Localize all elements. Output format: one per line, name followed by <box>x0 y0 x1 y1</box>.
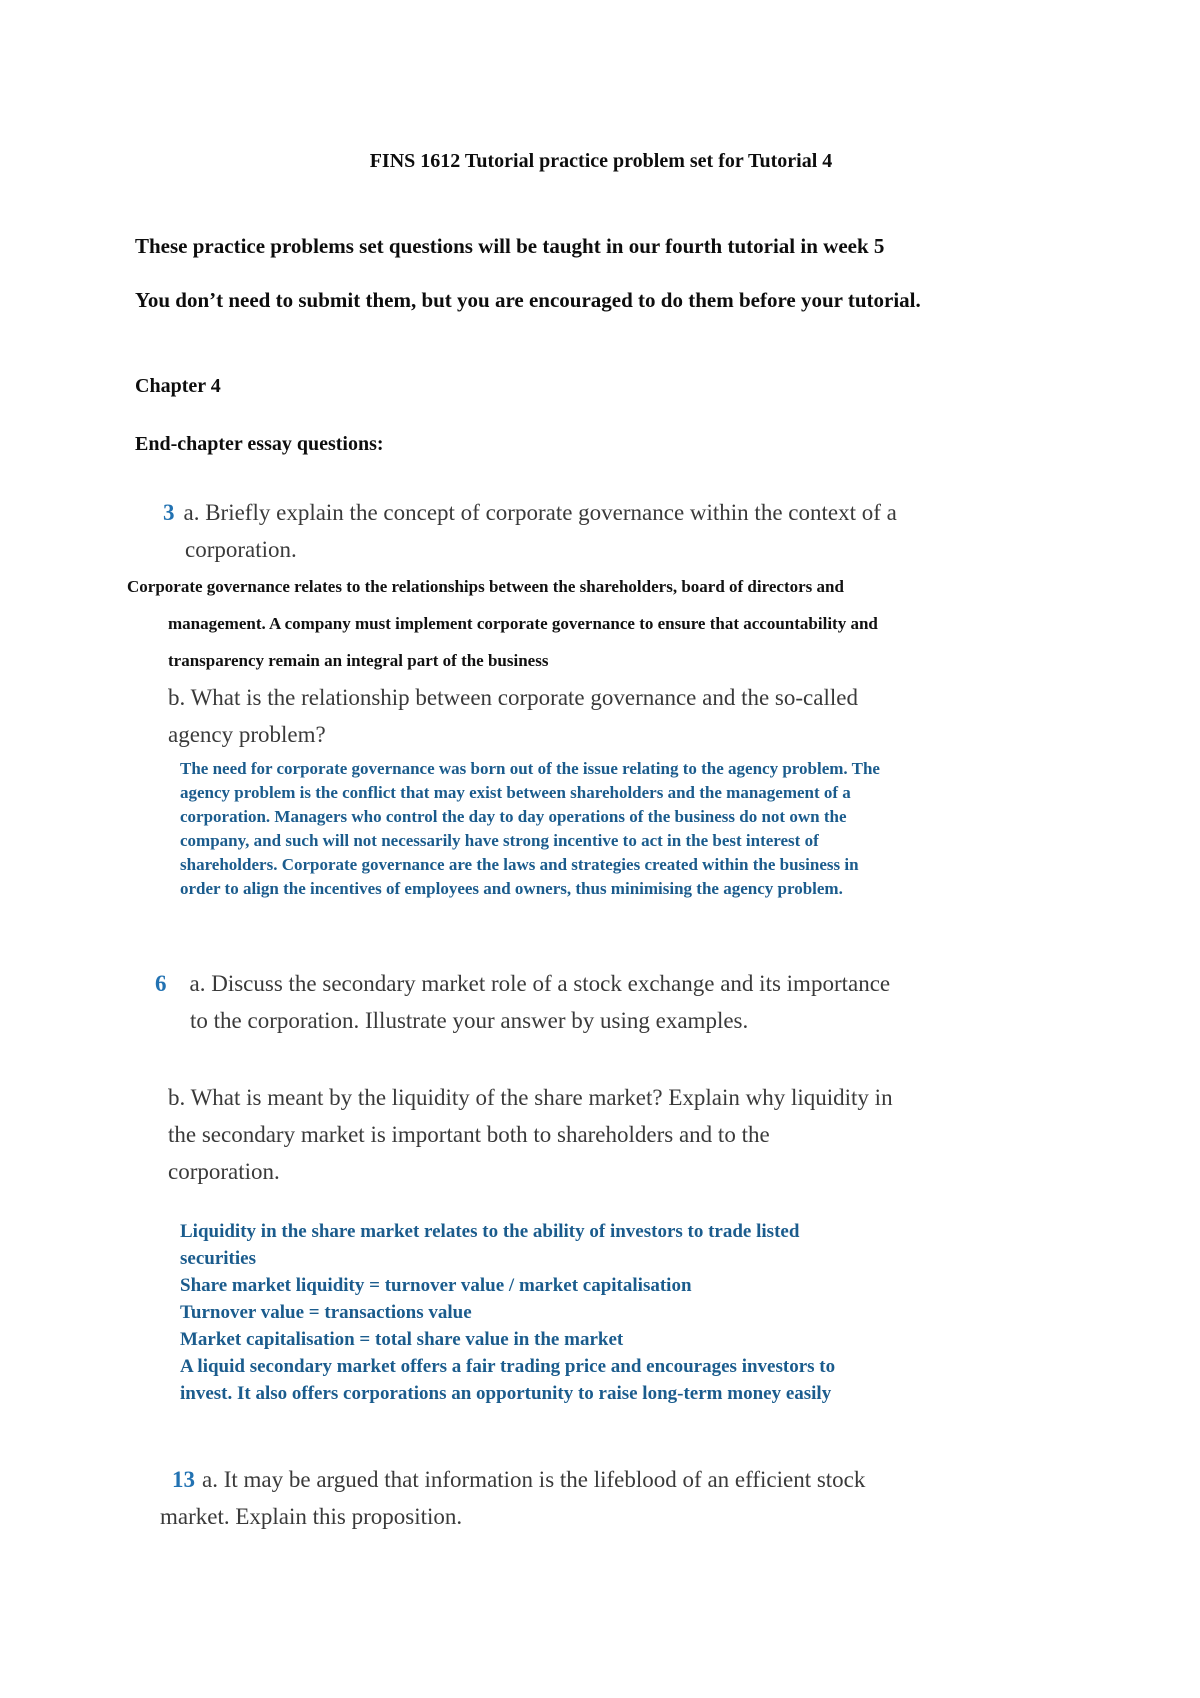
answer-3b-line-6: order to align the incentives of employees and owners, thus minimising the agency problem. <box>180 879 843 898</box>
question-3b <box>168 679 1067 753</box>
answer-3b-line-1: The need for corporate governance was born out of the issue relating to the agency problem. The <box>180 759 880 778</box>
answer-3a-line-2: management. A company must implement corporate governance to ensure that accountability and <box>168 614 878 633</box>
answer-3b-line-5: shareholders. Corporate governance are the laws and strategies created within the business in <box>180 855 859 874</box>
intro-paragraph-2: You don’t need to submit them, but you are encouraged to do them before your tutorial. <box>135 288 921 312</box>
question-13a-line-1 <box>172 1461 1067 1498</box>
answer-3b-line-2: agency problem is the conflict that may exist between shareholders and the management of a <box>180 783 851 802</box>
question-3-number: 3 <box>163 500 175 525</box>
answer-6b-line-2: securities <box>180 1248 256 1269</box>
answer-6b-line-1: Liquidity in the share market relates to the ability of investors to trade listed <box>180 1221 800 1242</box>
answer-3a-line-1: Corporate governance relates to the relationships between the shareholders, board of directors and <box>127 577 844 596</box>
question-6a <box>155 965 1067 1039</box>
question-6a-text-1: a. Discuss the secondary market role of a stock exchange and its importance <box>189 971 891 996</box>
page-title: FINS 1612 Tutorial practice problem set for Tutorial 4 <box>369 150 833 172</box>
answer-3b-line-4: company, and such will not necessarily have strong incentive to act in the best interest of <box>180 831 819 850</box>
question-3a-text-1: a. Briefly explain the concept of corporate governance within the context of a <box>183 500 897 525</box>
chapter-heading: Chapter 4 <box>135 375 221 397</box>
answer-6b-line-7: invest. It also offers corporations an opportunity to raise long-term money easily <box>180 1383 832 1404</box>
question-3a-line-1 <box>163 494 1067 531</box>
question-6-number: 6 <box>155 971 167 996</box>
question-13a-text-1: a. It may be argued that information is the lifeblood of an efficient stock <box>202 1467 866 1492</box>
question-3b-line-1: b. What is the relationship between corporate governance and the so-called <box>168 685 858 710</box>
question-6a-line-2: to the corporation. Illustrate your answer by using examples. <box>190 1008 749 1033</box>
question-13a-line-2: market. Explain this proposition. <box>160 1504 463 1529</box>
answer-6b <box>180 1218 1067 1407</box>
question-3a <box>163 494 1067 568</box>
question-6b <box>168 1079 1067 1190</box>
question-3b-line-2: agency problem? <box>168 722 326 747</box>
question-6b-line-3: corporation. <box>168 1159 280 1184</box>
question-6b-line-2: the secondary market is important both to shareholders and to the <box>168 1122 770 1147</box>
question-13-number: 13 <box>172 1467 195 1492</box>
answer-6b-line-4: Turnover value = transactions value <box>180 1302 472 1323</box>
answer-6b-line-5: Market capitalisation = total share value in the market <box>180 1329 624 1350</box>
question-13a <box>160 1461 1067 1535</box>
question-6b-line-1: b. What is meant by the liquidity of the share market? Explain why liquidity in <box>168 1085 893 1110</box>
answer-3a-line-3: transparency remain an integral part of the business <box>168 651 549 670</box>
question-6a-line-1 <box>155 965 1067 1002</box>
answer-6b-line-6: A liquid secondary market offers a fair trading price and encourages investors to <box>180 1356 836 1377</box>
intro-paragraph-1: These practice problems set questions will be taught in our fourth tutorial in week 5 <box>135 234 885 258</box>
answer-3a <box>127 568 1067 679</box>
section-heading: End-chapter essay questions: <box>135 433 384 455</box>
answer-3b <box>180 757 1067 901</box>
answer-6b-line-3: Share market liquidity = turnover value / market capitalisation <box>180 1275 692 1296</box>
question-3a-line-2: corporation. <box>185 537 297 562</box>
answer-3b-line-3: corporation. Managers who control the day to day operations of the business do not own the <box>180 807 847 826</box>
